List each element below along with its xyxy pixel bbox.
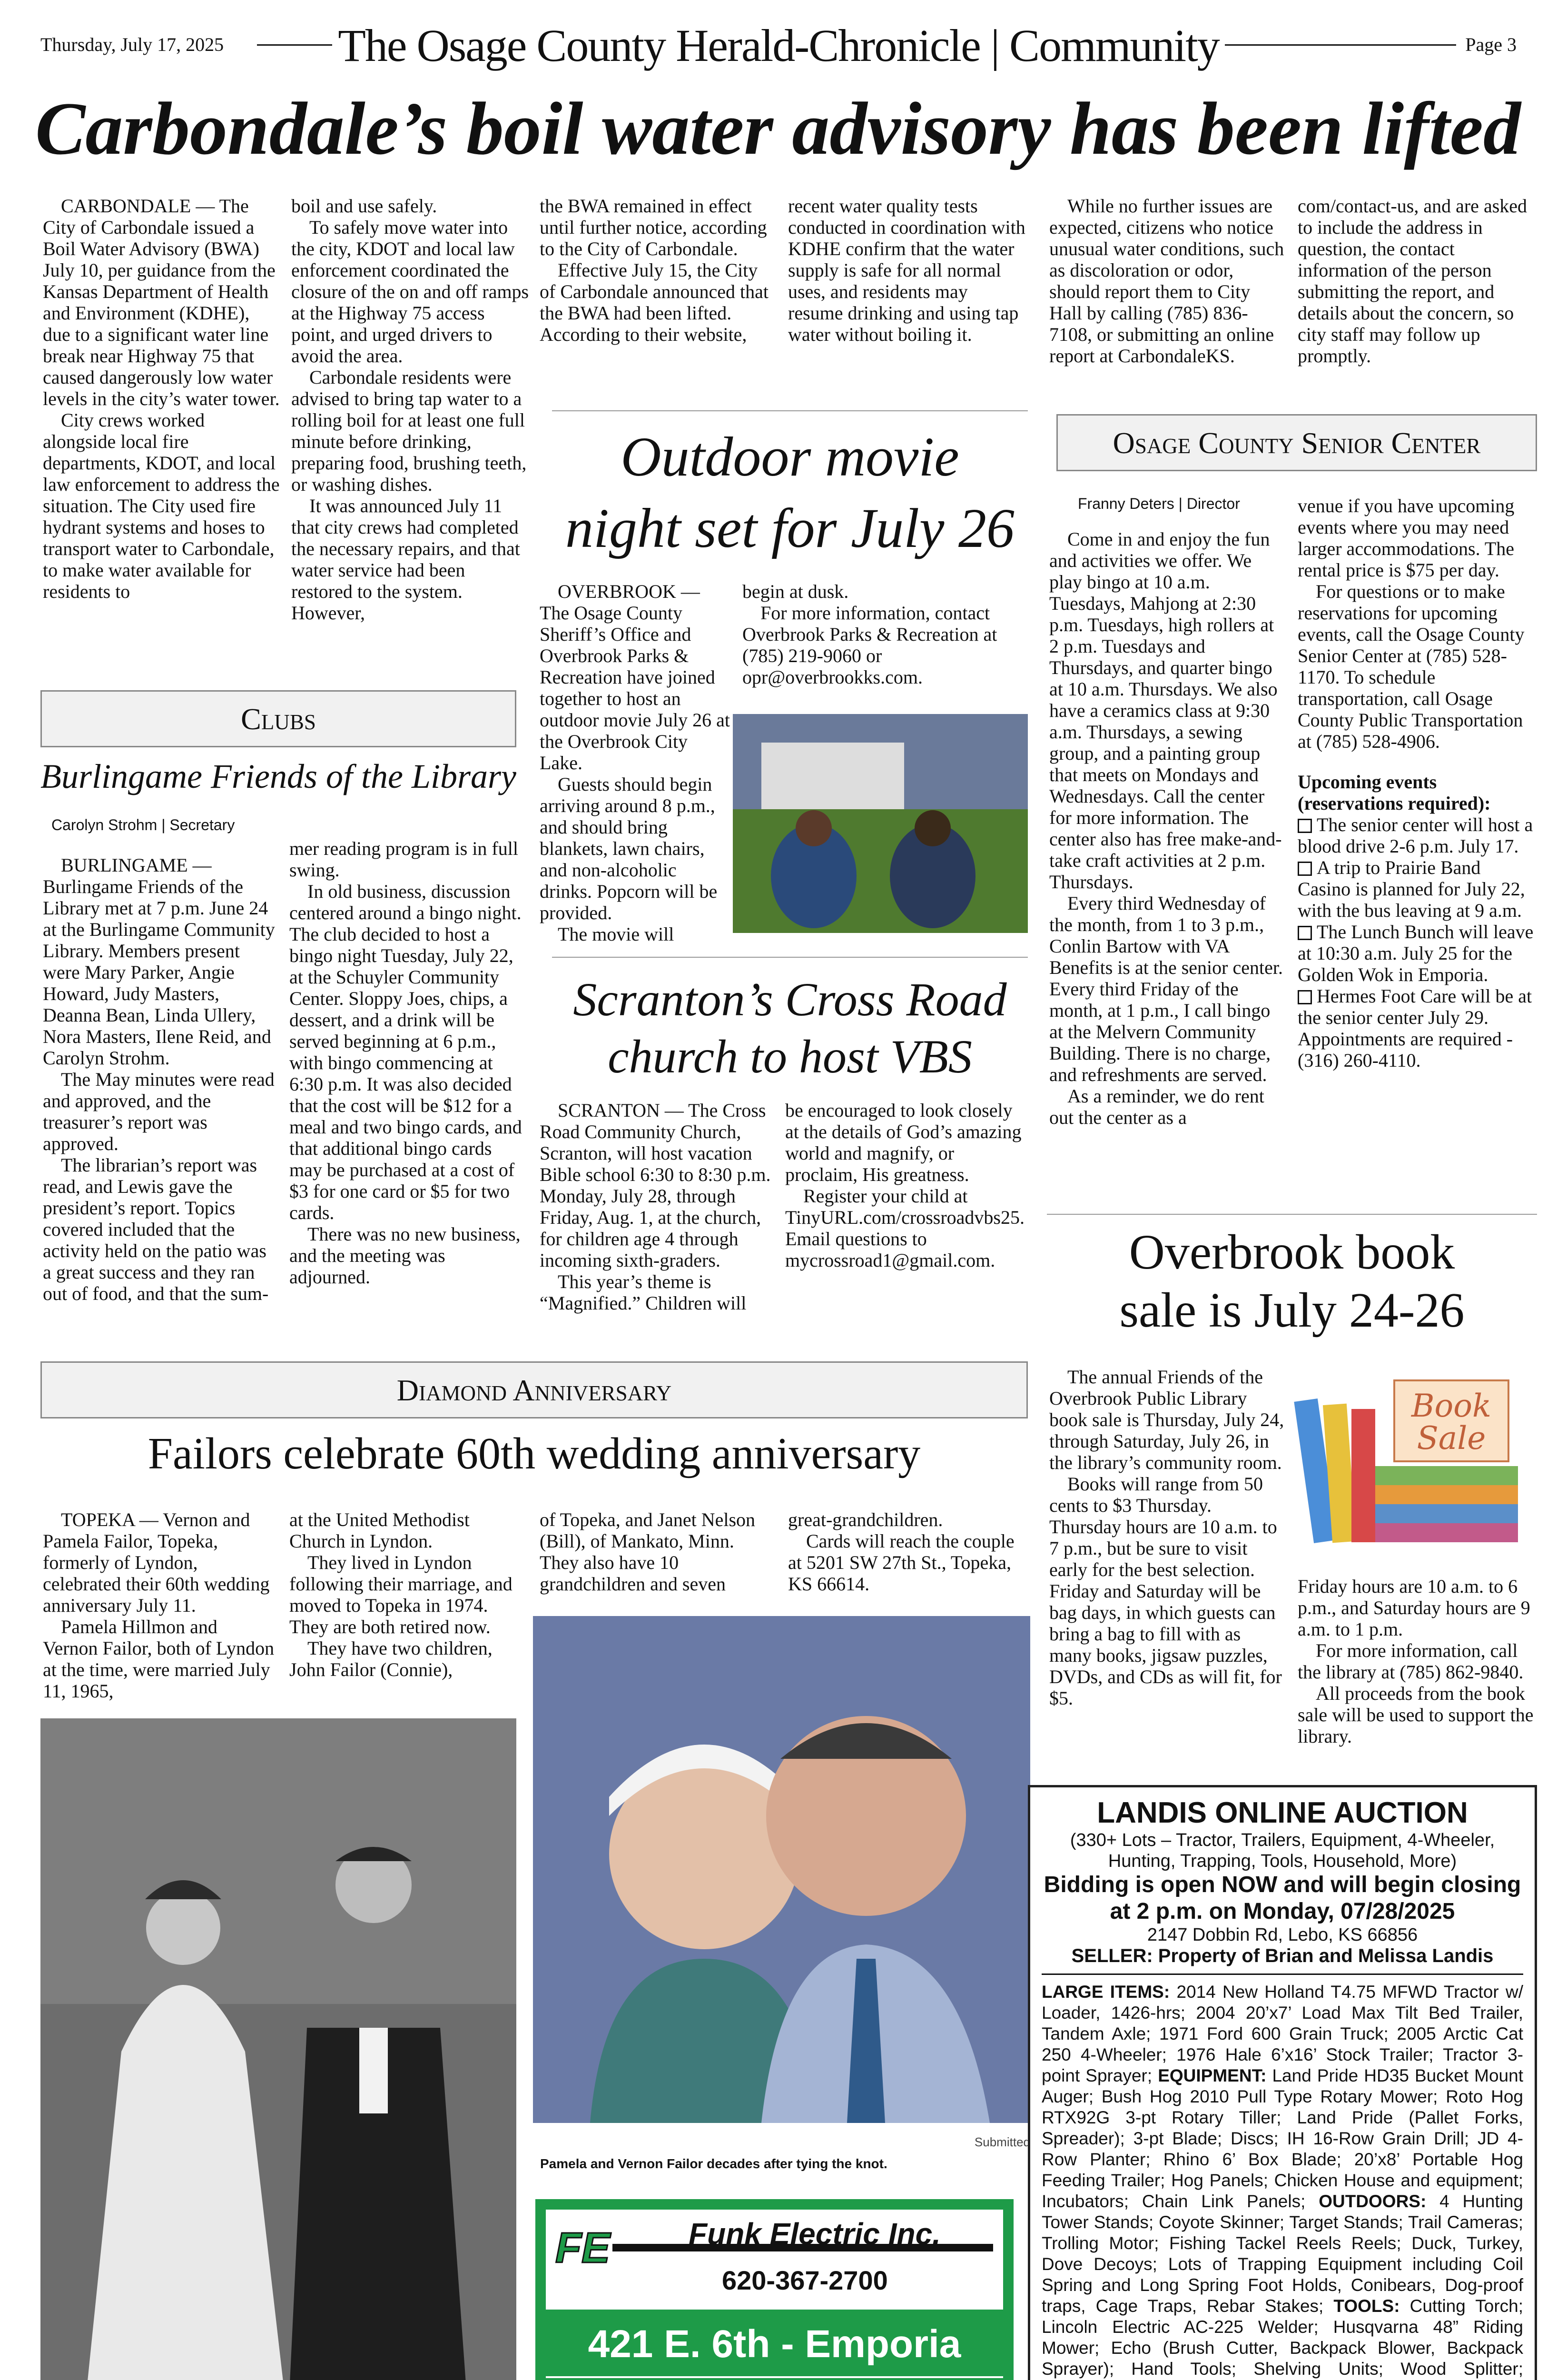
clubs-byline: Carolyn Strohm | Secretary <box>51 816 235 833</box>
vbs-col-2: be encouraged to look closely at the details of God’s amazing world and magnify, or proclaim, His greatness. Register your child at TinyURL.com/crossroadvbs25. Email questions to mycrossroad1@gmail.com. <box>785 1100 1025 1271</box>
funk-phone: 620-367-2700 <box>722 2265 888 2295</box>
anniversary-section-header: Diamond Anniversary <box>40 1361 1028 1418</box>
clubs-section-header: Clubs <box>40 690 516 747</box>
auction-bidding: Bidding is open NOW and will begin closing at 2 p.m. on Monday, 07/28/2025 <box>1044 1872 1521 1924</box>
auction-address: 2147 Dobbin Rd, Lebo, KS 66856 <box>1147 1925 1418 1945</box>
newspaper-title: The Osage County Herald-Chronicle | Community <box>0 19 1557 72</box>
funk-address: 421 E. 6th - Emporia <box>588 2322 961 2366</box>
funk-electric-ad <box>535 2199 1014 2380</box>
anniv-col-1: TOPEKA — Vernon and Pamela Failor, Topeka, formerly of Lyndon, celebrated their 60th wedding anniversary July 11. Pamela Hillmon and Vernon Failor, both of Lyndon at the time, were married July 11, 1965, <box>43 1509 275 1702</box>
book-headline: Overbrook book sale is July 24-26 <box>1119 1225 1465 1338</box>
anniversary-headline: Failors celebrate 60th wedding anniversary <box>148 1429 921 1478</box>
couple-photo <box>533 1616 1030 2123</box>
funk-name: Funk Electric Inc. <box>689 2217 941 2251</box>
auction-listing: LARGE ITEMS: 2014 New Holland T4.75 MFWD Tractor w/ Loader, 1426-hrs; 2004 20’x7’ Load Max Tilt Bed Trailer, Tandem Axle; 1971 Ford 600 Grain Truck; 2005 Arctic Cat 250 4-Wheeler; 1976 Hale 6’x16’ Stock Trailer; Tractor 3-point Sprayer; EQUIPMENT: Land Pride HD35 Bucket Mount Auger; Bush Hog 2010 Pull Type Rotary Mower; Roto Hog RTX92G 3-pt Rotary Tiller; Land Pride (Pallet Forks, Spreader); 3-pt Blade; Discs; IH 16-Row Grain Drill; JD 4-Row Planter; Rhino 6’ Box Blade; 20’x8’ Portable Hog Feeding Trailer; Hog Panels; Chicken House and equipment; Incubators; Chain Link Panels; OUTDOORS: 4 Hunting Tower Stands; Coyote Skinner; Target Stands; Trail Cameras; Trolling Motor; Fishing Tackel Reels Reels; Duck, Turkey, Dove Decoys; Lots of Trapping Equipment including Coil Spring and Long Spring Foot Holds, Conibears, Dog-proof traps, Cage Traps, Rebar Stakes; TOOLS: Cutting Torch; Lincoln Electric AC-225 Welder; Husqvarna 48” Riding Mower; Echo (Brush Cutter, Backpack Blower, Backpack Sprayer); Hand Tools; Shelving Units; Wood Splitter; <box>1042 1982 1524 2379</box>
movie-col-2: begin at dusk. For more information, contact Overbrook Parks & Recreation at (785) 219-9060 or opr@overbrookks.com. <box>742 581 997 688</box>
funk-logo: FE <box>555 2224 611 2272</box>
movie-photo <box>733 714 1028 933</box>
issue-date: Thursday, July 17, 2025 <box>40 34 224 55</box>
boil-col-6: com/contact-us, and are asked to include the address in question, the contact information of the person submitting the report, and details about the concern, so city staff may follow up promptly. <box>1298 195 1527 367</box>
anniv-col-3: of Topeka, and Janet Nelson (Bill), of Mankato, Minn. They also have 10 grandchildren and seven <box>540 1509 756 1595</box>
boil-col-5: While no further issues are expected, citizens who notice unusual water conditions, such as discoloration or odor, should report them to City Hall by calling (785) 836-7108, or submitting an online report at CarbondaleKS. <box>1049 195 1284 367</box>
movie-headline: Outdoor movie night set for July 26 <box>565 426 1015 559</box>
divider <box>552 957 1028 958</box>
boil-col-2: boil and use safely. To safely move water into the city, KDOT and local law enforcement coordinated the closure of the on and off ramps at the Highway 75 access point, and urged drivers to avoid the area. Carbondale residents were advised to bring tap water to a rolling boil for at least one full minute before drinking, preparing food, brushing teeth, or washing dishes. It was announced July 11 that city crews had completed the necessary repairs, and that water service had been restored to the system. However, <box>291 195 529 624</box>
page-number: Page 3 <box>1465 34 1517 55</box>
clubs-headline: Burlingame Friends of the Library <box>40 757 516 795</box>
senior-section-header: Osage County Senior Center <box>1056 414 1537 471</box>
auction-subtitle: (330+ Lots – Tractor, Trailers, Equipment, 4-Wheeler, Hunting, Trapping, Tools, Household, More) <box>1070 1830 1495 1871</box>
anniv-col-2: at the United Methodist Church in Lyndon. They lived in Lyndon following their marriage, and moved to Topeka in 1974. They are both retired now. They have two children, John Failor (Connie), <box>289 1509 512 1680</box>
senior-byline: Franny Deters | Director <box>1078 495 1240 512</box>
divider <box>1047 1214 1537 1215</box>
book-col-1: The annual Friends of the Overbrook Public Library book sale is Thursday, July 24, through Saturday, July 26, in the library’s community room. Books will range from 50 cents to $3 Thursday. Thursday hours are 10 a.m. to 7 p.m., but be sure to visit early for the best selection. Friday and Saturday will be bag days, in which guests can bring a bag to fill with as many books, jigsaw puzzles, DVDs, and CDs as will fit, for $5. <box>1049 1366 1284 1709</box>
book-sale-image <box>1285 1371 1537 1561</box>
clubs-col-1: BURLINGAME — Burlingame Friends of the Library met at 7 p.m. June 24 at the Burlingame Community Library. Members present were Mary Parker, Angie Howard, Judy Masters, Deanna Bean, Linda Ullery, Nora Masters, Ilene Reid, and Carolyn Strohm. The May minutes were read and approved, and the treasurer’s report was approved. The librarian’s report was read, and Lewis gave the president’s report. Topics covered included that the activity held on the patio was a great success and they ran out of food, and that the sum- <box>43 854 275 1304</box>
anniv-col-4: great-grandchildren. Cards will reach the couple at 5201 SW 27th St., Topeka, KS 66614. <box>788 1509 1015 1595</box>
divider <box>552 410 1028 411</box>
boil-col-1: CARBONDALE — The City of Carbondale issued a Boil Water Advisory (BWA) July 10, per guidance from the Kansas Department of Health and Environment (KDHE), due to a significant water line break near Highway 75 that caused dangerously low water levels in the city’s water tower. City crews worked alongside local fire departments, KDOT, and local law enforcement to address the situation. The City used fire hydrant systems and hoses to transport water to Carbondale, to make water available for residents to <box>43 195 280 602</box>
photo-caption: Pamela and Vernon Failor decades after tying the knot. <box>540 2156 887 2171</box>
photo-credit: Submitted <box>974 2135 1030 2149</box>
senior-col-1: Come in and enjoy the fun and activities we offer. We play bingo at 10 a.m. Tuesdays, Mahjong at 2:30 p.m. Tuesdays, high rollers at 2 p.m. Tuesdays and Thursdays, and quarter bingo at 10 a.m. Thursdays. We also have a ceramics class at 9:30 a.m. Thursdays, a sewing group, and a painting group that meets on Mondays and Wednesdays. Call the center for more information. The center also has free make-and-take craft activities at 2 p.m. Thursdays. Every third Wednesday of the month, from 1 to 3 p.m., Conlin Bartow with VA Benefits is at the senior center. Every third Friday of the month, at 1 p.m., I call bingo at the Melvern Community Building. There is no charge, and refreshments are served. As a reminder, we do rent out the center as a <box>1049 528 1283 1128</box>
book-sale-sign: Book Sale <box>1411 1388 1491 1457</box>
auction-title: LANDIS ONLINE AUCTION <box>1097 1796 1468 1829</box>
senior-col-2: venue if you have upcoming events where you may need larger accommodations. The rental price is $75 per day. For questions or to make reservations for upcoming events, call the Osage County Senior Center at (785) 528-1170. To schedule transportation, call Osage County Public Transportation at (785) 528-4906. Upcoming events (reservations required): The senior center will host a blood drive 2-6 p.m. July 17. A trip to Prairie Band Casino is planned for July 22, with the bus leaving at 9 a.m. The Lunch Bunch will leave at 10:30 a.m. July 25 for the Golden Wok in Emporia. Hermes Foot Care will be at the senior center July 29. Appointments are required - (316) 260-4110. <box>1298 495 1534 1071</box>
movie-col-1: OVERBROOK — The Osage County Sheriff’s Office and Overbrook Parks & Recreation have joined together to host an outdoor movie July 26 at the Overbrook City Lake. Guests should begin arriving around 8 p.m., and should bring blankets, lawn chairs, and non-alcoholic drinks. Popcorn will be provided. The movie will <box>540 581 730 942</box>
boil-col-4: recent water quality tests conducted in coordination with KDHE confirm that the water supply is safe for all normal uses, and residents may resume drinking and using tap water without boiling it. <box>788 195 1025 345</box>
landis-auction-ad <box>1028 1785 1537 2380</box>
clubs-col-2: mer reading program is in full swing. In old business, discussion centered around a bingo night. The club decided to host a bingo night Tuesday, July 22, at the Schuyler Community Center. Sloppy Joes, chips, a dessert, and a drink will be served beginning at 6 p.m., with bingo commencing at 6:30 p.m. It was also decided that the cost will be $12 for a meal and two bingo cards, and that additional bingo cards may be purchased at a cost of $3 for one card or $5 for two cards. There was no new business, and the meeting was adjourned. <box>289 838 522 1288</box>
boil-col-3: the BWA remained in effect until further notice, according to the City of Carbondale. Effective July 15, the City of Carbondale announced that the BWA had been lifted. According to their website, <box>540 195 769 345</box>
funk-logo-panel <box>546 2210 1003 2310</box>
vbs-col-1: SCRANTON — The Cross Road Community Church, Scranton, will host vacation Bible school 6:30 to 8:30 p.m. Monday, July 28, through Friday, Aug. 1, at the church, for children age 4 through incoming sixth-graders. This year’s theme is “Magnified.” Children will <box>540 1100 771 1314</box>
vbs-headline: Scranton’s Cross Road church to host VBS <box>573 973 1007 1083</box>
wedding-photo <box>40 1718 516 2380</box>
boil-headline: Carbondale’s boil water advisory has been lifted <box>35 87 1521 170</box>
auction-seller: SELLER: Property of Brian and Melissa Landis <box>1071 1945 1494 1966</box>
book-col-2: Friday hours are 10 a.m. to 6 p.m., and Saturday hours are 9 a.m. to 1 p.m. For more information, call the library at (785) 862-9840. All proceeds from the book sale will be used to support the library. <box>1298 1576 1534 1747</box>
